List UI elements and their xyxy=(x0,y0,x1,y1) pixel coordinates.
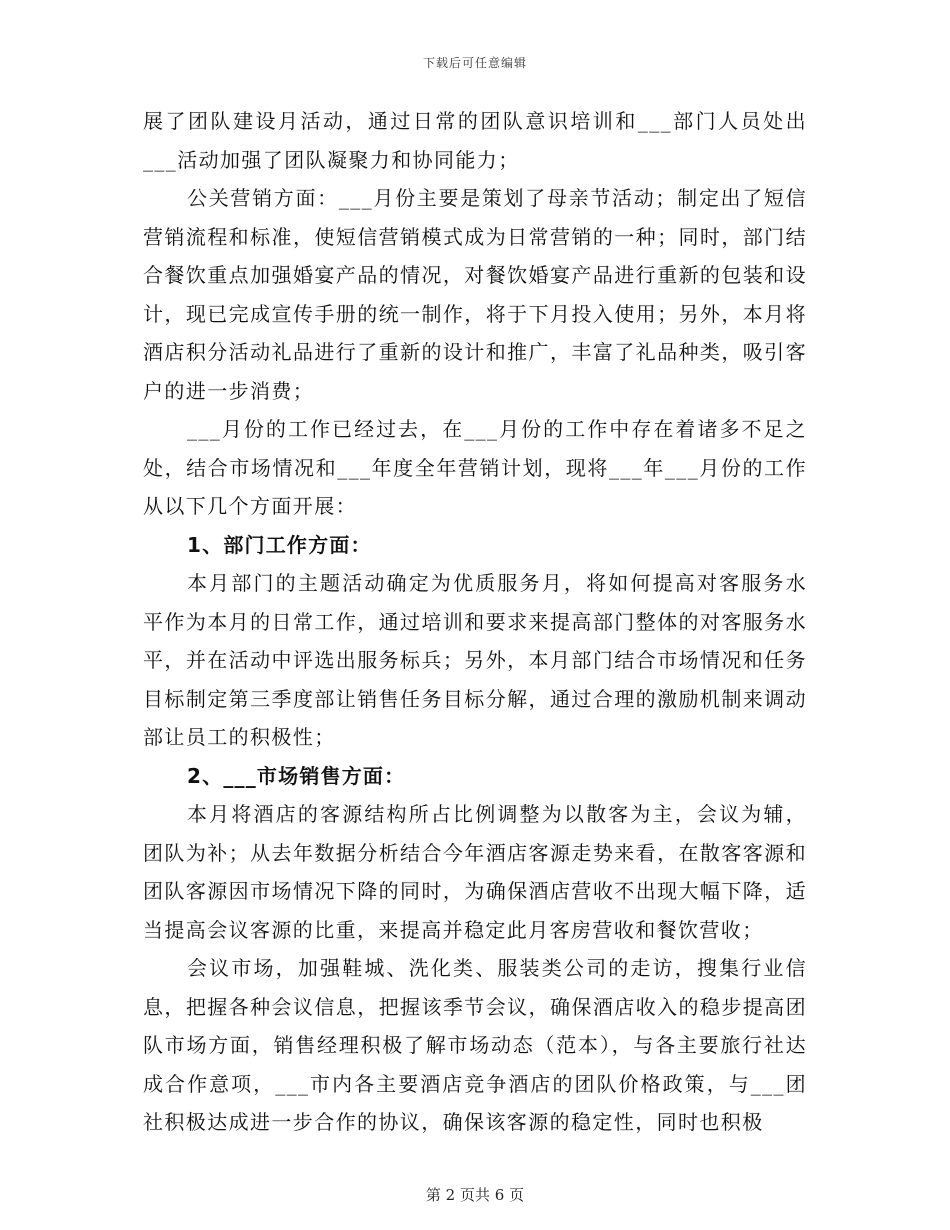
section-heading-department-work: 1、部门工作方面： xyxy=(187,532,372,557)
paragraph-team-building: 展了团队建设月活动，通过日常的团队意识培训和___部门人员处出___活动加强了团队凝聚力和协同能力； xyxy=(143,109,807,172)
page-number: 第 2 页共 6 页 xyxy=(425,1186,525,1204)
paragraph-pr-marketing: 公关营销方面：___月份主要是策划了母亲节活动；制定出了短信营销流程和标准，使短信营销模式成为日常营销的一种；同时，部门结合餐饮重点加强婚宴产品的情况，对餐饮婚宴产品进行重新的包装和设计，现已完成宣传手册的统一制作，将于下月投入使用；另外，本月将酒店积分活动礼品进行了重新的设计和推广，丰富了礼品种类，吸引客户的进一步消费； xyxy=(143,186,807,403)
document-body xyxy=(143,102,807,1142)
page-header-note: 下载后可任意编辑 xyxy=(422,56,527,70)
paragraph-work-plan-intro: ___月份的工作已经过去，在___月份的工作中存在着诸多不足之处，结合市场情况和___年度全年营销计划，现将___年___月份的工作从以下几个方面开展： xyxy=(143,417,807,518)
paragraph-department-work: 本月部门的主题活动确定为优质服务月，将如何提高对客服务水平作为本月的日常工作，通过培训和要求来提高部门整体的对客服务水平，并在活动中评选出服务标兵；另外，本月部门结合市场情况和任务目标制定第三季度部让销售任务目标分解，通过合理的激励机制来调动部让员工的积极性； xyxy=(143,571,807,749)
paragraph-conference-market: 会议市场，加强鞋城、洗化类、服装类公司的走访，搜集行业信息，把握各种会议信息，把握该季节会议，确保酒店收入的稳步提高团队市场方面，销售经理积极了解市场动态（范本），与各主要旅行社达成合作意项，___市内各主要酒店竞争酒店的团队价格政策，与___团社积极达成进一步合作的协议，确保该客源的稳定性，同时也积极 xyxy=(143,956,807,1134)
paragraph-customer-structure: 本月将酒店的客源结构所占比例调整为以散客为主，会议为辅，团队为补；从去年数据分析结合今年酒店客源走势来看，在散客客源和团队客源因市场情况下降的同时，为确保酒店营收不出现大幅下降，适当提高会议客源的比重，来提高并稳定此月客房营收和餐饮营收； xyxy=(143,802,807,942)
section-heading-market-sales: 2、___市场销售方面： xyxy=(187,763,406,788)
